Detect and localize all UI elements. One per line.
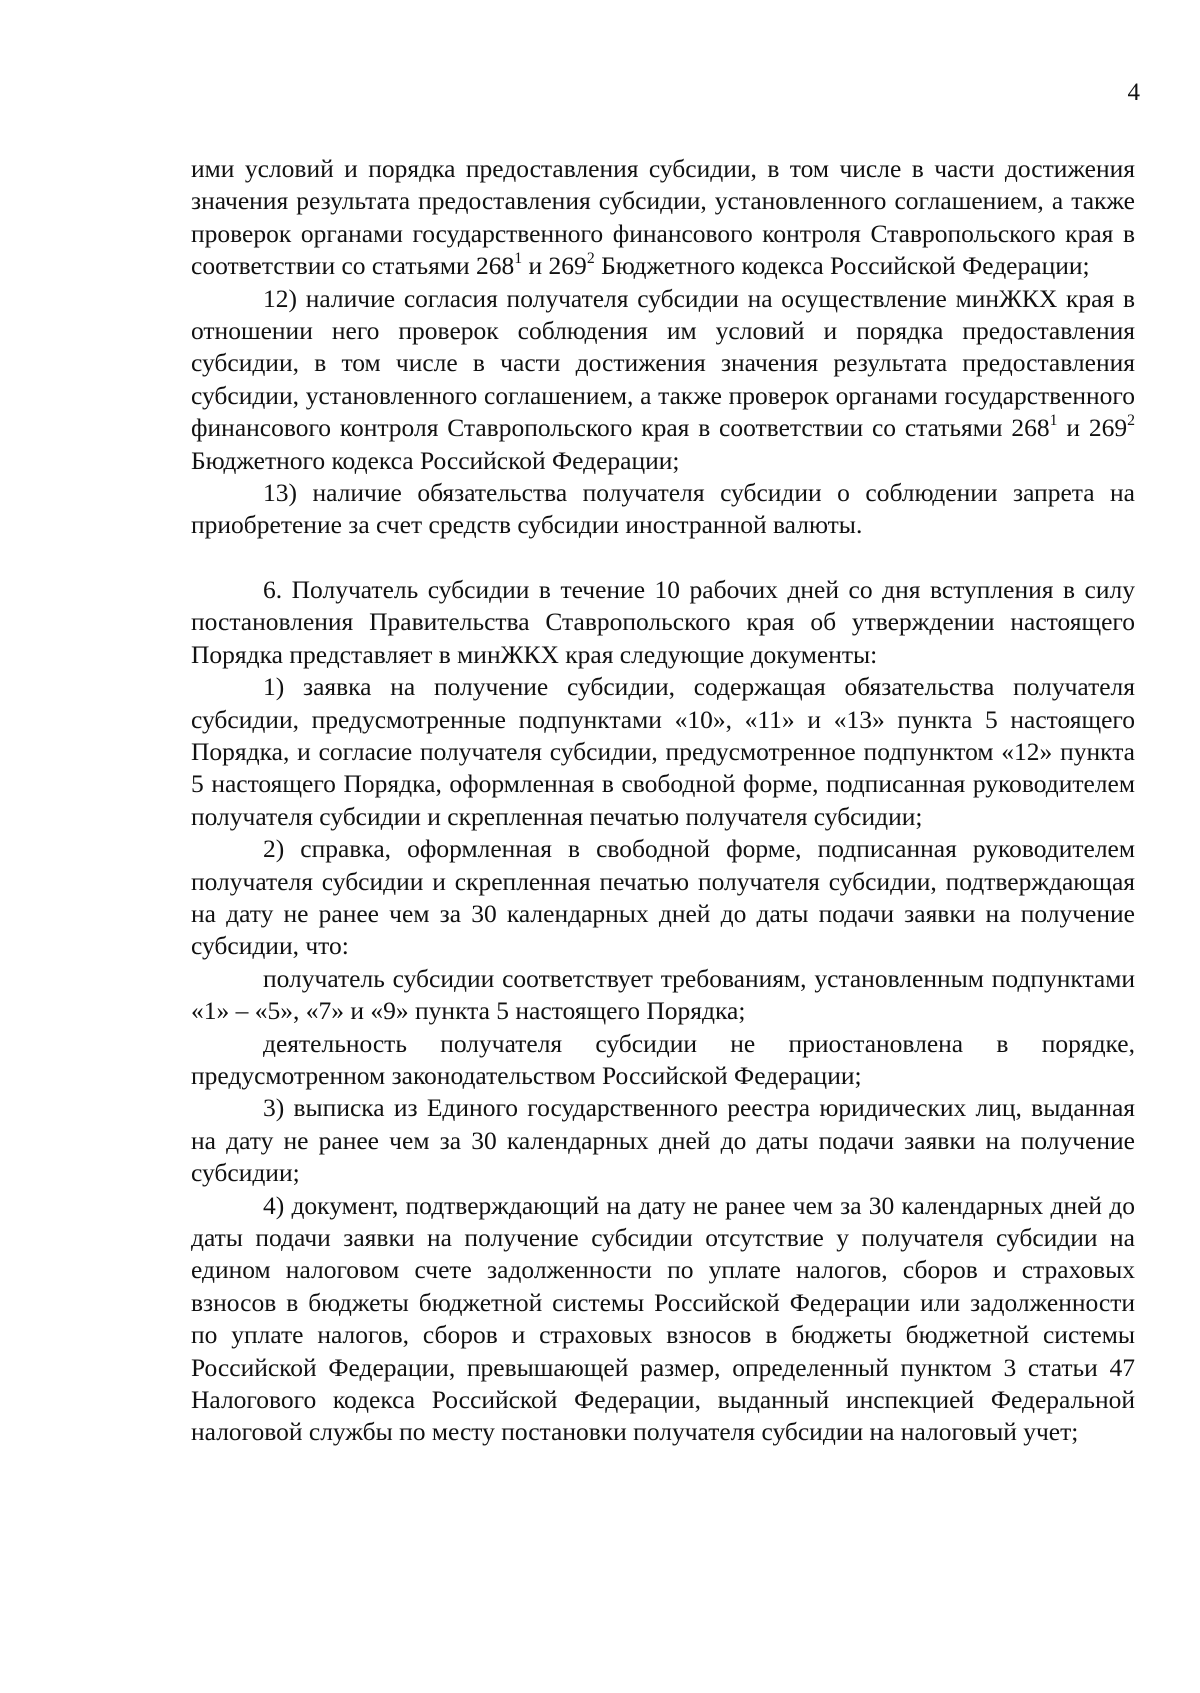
paragraph-text: Бюджетного кодекса Российской Федерации; [594, 251, 1090, 281]
paragraph-item-13: 13) наличие обязательства получателя субсидии о соблюдении запрета на приобретение за счет средств субсидии иностранной валюты. [191, 478, 1135, 540]
paragraph-item-6-4: 4) документ, подтверждающий на дату не ранее чем за 30 календарных дней до даты подачи заявки на получение субсидии отсутствие у получателя субсидии на едином налоговом счете задолженности по уплате налогов, сборов и страховых взносов в бюджеты бюджетной системы Российской Федерации или задолженности по уплате налогов, сборов и страховых взносов в бюджеты бюджетной системы Российской Федерации, превышающей размер, определенный пунктом 3 статьи 47 Налогового кодекса Российской Федерации, выданный инспекцией Федеральной налоговой службы по месту постановки получателя субсидии на налоговый учет; [191, 1190, 1135, 1447]
paragraph-item-12 [191, 283, 1135, 477]
paragraph-spacer [191, 542, 1135, 574]
page-number: 4 [1127, 79, 1140, 106]
paragraph-text: ими условий и порядка предоставления субсидии, в том числе в части достижения значения результата предоставления субсидии, установленного соглашением, а также проверок органами государственного финансового контроля Ставропольского края в соответствии со статьями 268 [191, 154, 1135, 281]
paragraph-continuation [191, 153, 1135, 283]
paragraph-section-6: 6. Получатель субсидии в течение 10 рабочих дней со дня вступления в силу постановления Правительства Ставропольского края об утверждении настоящего Порядка представляет в минЖКХ края следующие документы: [191, 574, 1135, 669]
paragraph-item-6-2: 2) справка, оформленная в свободной форме, подписанная руководителем получателя субсидии и скрепленная печатью получателя субсидии, подтверждающая на дату не ранее чем за 30 календарных дней до даты подачи заявки на получение субсидии, что: [191, 834, 1135, 961]
paragraph-text: и 269 [1057, 413, 1128, 443]
paragraph-item-6-3: 3) выписка из Единого государственного реестра юридических лиц, выданная на дату не ранее чем за 30 календарных дней до даты подачи заявки на получение субсидии; [191, 1093, 1135, 1188]
paragraph-text: Бюджетного кодекса Российской Федерации; [191, 445, 680, 475]
document-body [191, 153, 1135, 1449]
superscript: 1 [514, 250, 523, 268]
paragraph-text: и 269 [522, 251, 587, 281]
paragraph-item-6-2a: получатель субсидии соответствует требованиям, установленным подпунктами «1» – «5», «7» и «9» пункта 5 настоящего Порядка; [191, 963, 1135, 1026]
paragraph-item-6-2b: деятельность получателя субсидии не приостановлена в порядке, предусмотренном законодательством Российской Федерации; [191, 1028, 1135, 1090]
superscript: 2 [586, 250, 595, 268]
superscript: 1 [1049, 412, 1058, 430]
paragraph-text: 12) наличие согласия получателя субсидии на осуществление минЖКХ края в отношении него проверок соблюдения им условий и порядка предоставления субсидии, в том числе в части достижения значения результата предоставления субсидии, установленного соглашением, а также проверок органами государственного финансового контроля Ставропольского края в соответствии со статьями 268 [191, 283, 1135, 443]
paragraph-item-6-1: 1) заявка на получение субсидии, содержащая обязательства получателя субсидии, предусмотренные подпунктами «10», «11» и «13» пункта 5 настоящего Порядка, и согласие получателя субсидии, предусмотренное подпунктом «12» пункта 5 настоящего Порядка, оформленная в свободной форме, подписанная руководителем получателя субсидии и скрепленная печатью получателя субсидии; [191, 672, 1135, 831]
superscript: 2 [1127, 412, 1135, 430]
